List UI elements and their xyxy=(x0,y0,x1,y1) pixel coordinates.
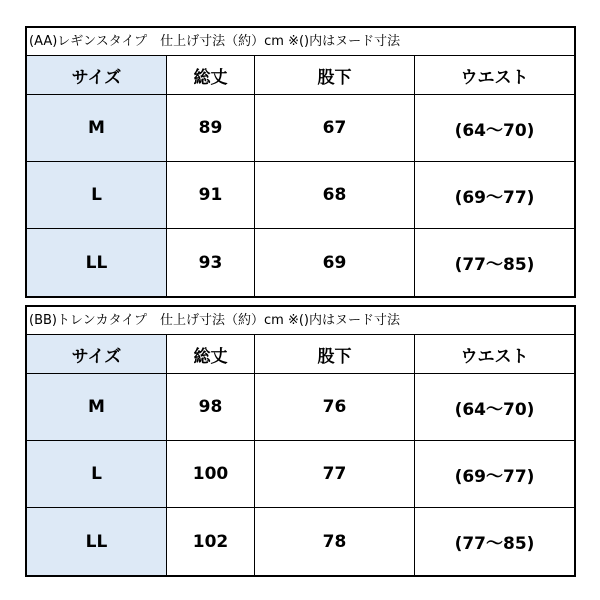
size-cell: L xyxy=(27,162,167,228)
header-row xyxy=(27,335,574,374)
leggings-size-table xyxy=(25,26,576,298)
total-length-cell: 89 xyxy=(167,95,255,161)
trenka-size-table xyxy=(25,305,576,577)
header-inseam: 股下 xyxy=(255,335,415,373)
inseam-cell: 67 xyxy=(255,95,415,161)
header-size: サイズ xyxy=(27,56,167,94)
inseam-cell: 69 xyxy=(255,229,415,296)
waist-cell: (69～77) xyxy=(454,466,535,487)
inseam-cell: 76 xyxy=(255,374,415,440)
size-cell: LL xyxy=(27,229,167,296)
table-row xyxy=(27,229,574,296)
header-waist: ウエスト xyxy=(460,346,529,367)
total-length-cell: 91 xyxy=(167,162,255,228)
size-cell: LL xyxy=(27,508,167,575)
header-row xyxy=(27,56,574,95)
table-row xyxy=(27,95,574,162)
size-cell: L xyxy=(27,441,167,507)
header-waist: ウエスト xyxy=(460,67,529,88)
total-length-cell: 98 xyxy=(167,374,255,440)
header-size: サイズ xyxy=(27,335,167,373)
waist-cell: (77～85) xyxy=(454,534,535,554)
table-caption: (BB)トレンカタイプ 仕上げ寸法（約）cm ※()内はヌード寸法 xyxy=(27,307,574,335)
waist-cell: (64～70) xyxy=(454,120,535,141)
size-cell: M xyxy=(27,95,167,161)
inseam-cell: 68 xyxy=(255,162,415,228)
total-length-cell: 102 xyxy=(167,508,255,575)
table-row xyxy=(27,374,574,441)
header-inseam: 股下 xyxy=(255,56,415,94)
table-row xyxy=(27,162,574,229)
inseam-cell: 77 xyxy=(255,441,415,507)
inseam-cell: 78 xyxy=(255,508,415,575)
waist-cell: (69～77) xyxy=(454,187,535,208)
header-total-length: 総丈 xyxy=(167,56,255,94)
header-total-length: 総丈 xyxy=(167,335,255,373)
total-length-cell: 93 xyxy=(167,229,255,296)
table-row xyxy=(27,441,574,508)
waist-cell: (77～85) xyxy=(454,255,535,275)
table-caption: (AA)レギンスタイプ 仕上げ寸法（約）cm ※()内はヌード寸法 xyxy=(27,28,574,56)
total-length-cell: 100 xyxy=(167,441,255,507)
waist-cell: (64～70) xyxy=(454,399,535,420)
table-row xyxy=(27,508,574,575)
size-cell: M xyxy=(27,374,167,440)
